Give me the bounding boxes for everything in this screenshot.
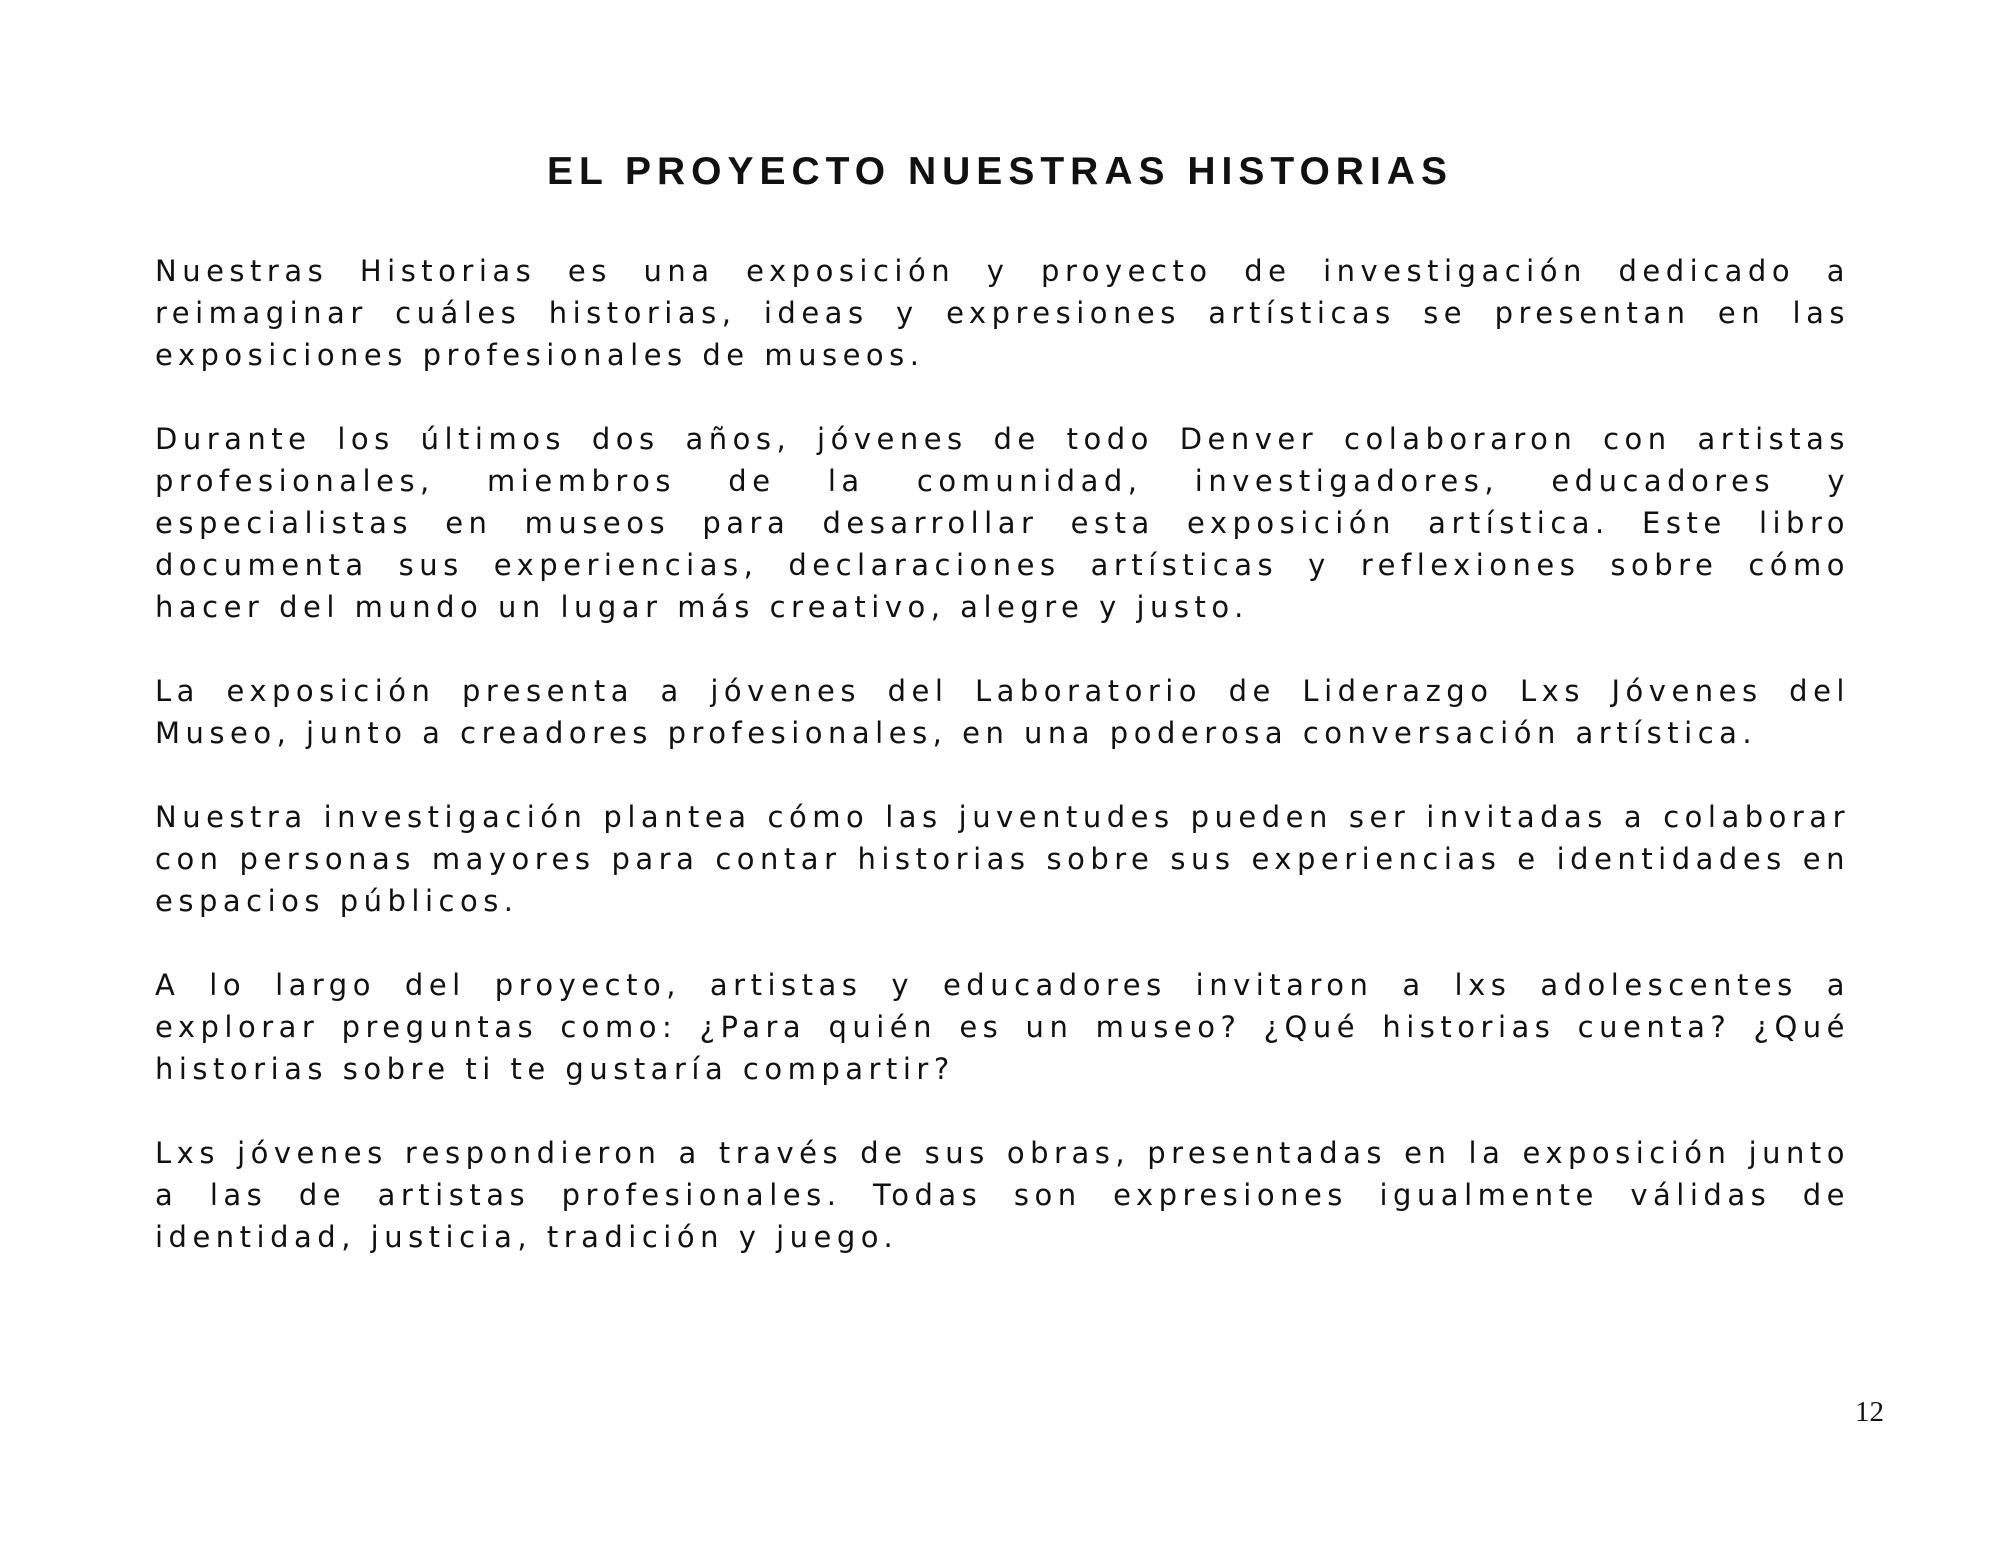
paragraph-questions: A lo largo del proyecto, artistas y educadores invitaron a lxs adolescentes a explorar preguntas como: ¿Para quién es un museo? ¿Qué historias cuenta? ¿Qué historias sobre ti te gustaría compartir? bbox=[155, 968, 1850, 1086]
paragraph-collaboration: Durante los últimos dos años, jóvenes de todo Denver colaboraron con artistas profesionales, miembros de la comunidad, investigadores, educadores y especialistas en museos para desarrollar esta exposición artística. Este libro documenta sus experiencias, declaraciones artísticas y reflexiones sobre cómo hacer del mundo un lugar más creativo, alegre y justo. bbox=[155, 422, 1850, 624]
page-number: 12 bbox=[1855, 1396, 1884, 1428]
paragraph-research: Nuestra investigación plantea cómo las juventudes pueden ser invitadas a colaborar con personas mayores para contar historias sobre sus experiencias e identidades en espacios públicos. bbox=[155, 800, 1850, 918]
paragraph-exhibition: La exposición presenta a jóvenes del Laboratorio de Liderazgo Lxs Jóvenes del Museo, junto a creadores profesionales, en una poderosa conversación artística. bbox=[155, 674, 1850, 750]
body-text bbox=[155, 250, 1850, 1300]
page-title: EL PROYECTO NUESTRAS HISTORIAS bbox=[547, 150, 1453, 193]
paragraph-responses: Lxs jóvenes respondieron a través de sus obras, presentadas en la exposición junto a las de artistas profesionales. Todas son expresiones igualmente válidas de identidad, justicia, tradición y juego. bbox=[155, 1136, 1850, 1254]
paragraph-intro: Nuestras Historias es una exposición y proyecto de investigación dedicado a reimaginar cuáles historias, ideas y expresiones artísticas se presentan en las exposiciones profesionales de museos. bbox=[155, 254, 1850, 372]
